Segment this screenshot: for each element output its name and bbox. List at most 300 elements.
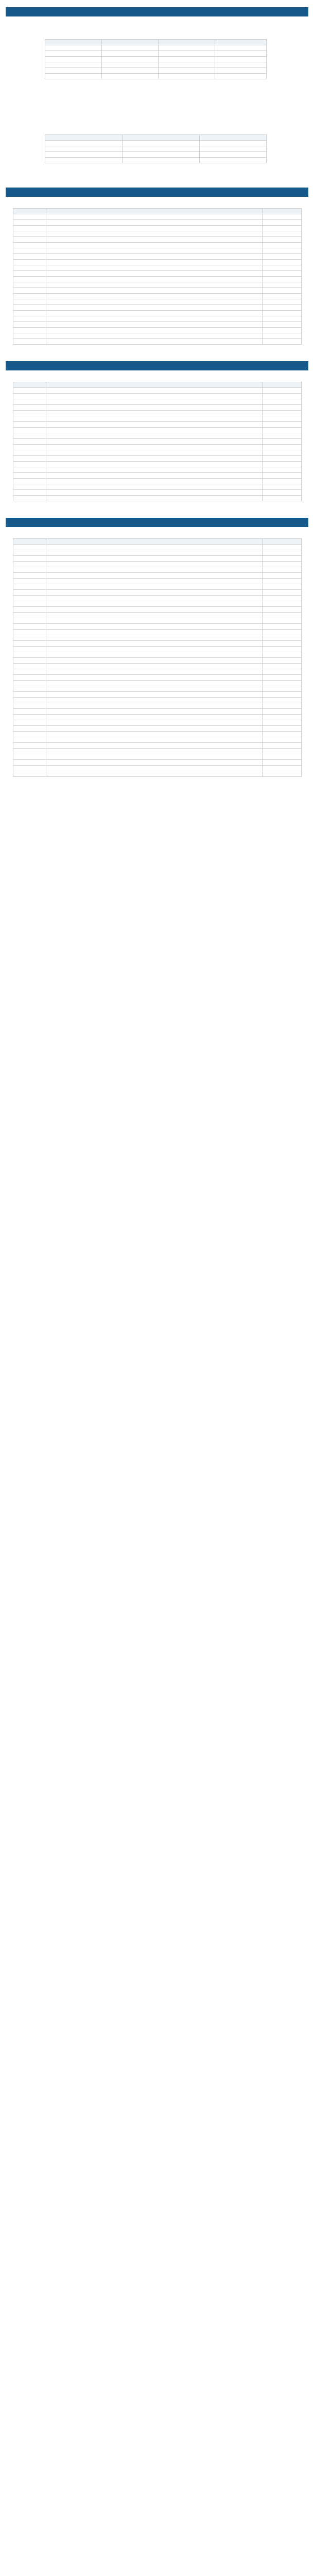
- footnote: [6, 82, 308, 88]
- table-row: [13, 456, 302, 462]
- project-amount: [263, 692, 302, 698]
- row-index: [13, 709, 46, 715]
- row-index: [13, 771, 46, 777]
- table-row: [13, 652, 302, 658]
- table-cell: [215, 57, 267, 62]
- project-name: [46, 462, 263, 467]
- table-cell: [45, 45, 102, 51]
- row-index: [13, 749, 46, 754]
- row-index: [13, 399, 46, 405]
- table-row: [45, 146, 267, 152]
- project-amount: [263, 496, 302, 501]
- column-header: [45, 135, 123, 141]
- row-index: [13, 754, 46, 760]
- column-header: [46, 382, 263, 388]
- table-row: [13, 473, 302, 479]
- table-row: [13, 613, 302, 618]
- table-cell: [102, 62, 159, 68]
- table-cell: [200, 141, 267, 146]
- row-index: [13, 339, 46, 345]
- table-row: [13, 692, 302, 698]
- row-index: [13, 647, 46, 652]
- project-amount: [263, 635, 302, 641]
- project-amount: [263, 726, 302, 732]
- project-amount: [263, 328, 302, 333]
- row-index: [13, 624, 46, 630]
- project-name: [46, 737, 263, 743]
- table-cell: [215, 51, 267, 57]
- table-row: [13, 698, 302, 703]
- footnote: [6, 99, 308, 105]
- table-row: [13, 590, 302, 596]
- row-index: [13, 299, 46, 305]
- table-row: [13, 388, 302, 394]
- row-index: [13, 737, 46, 743]
- project-amount: [263, 322, 302, 328]
- table-row: [13, 703, 302, 709]
- project-amount: [263, 220, 302, 226]
- project-name: [46, 681, 263, 686]
- project-name: [46, 243, 263, 248]
- project-name: [46, 675, 263, 681]
- table-cell: [123, 146, 200, 152]
- section-banner: [6, 361, 308, 370]
- row-index: [13, 484, 46, 490]
- table-cell: [159, 51, 215, 57]
- project-amount: [263, 709, 302, 715]
- project-amount: [263, 282, 302, 288]
- project-name: [46, 545, 263, 550]
- project-amount: [263, 248, 302, 254]
- project-name: [46, 305, 263, 311]
- column-header: [159, 40, 215, 45]
- project-name: [46, 282, 263, 288]
- row-index: [13, 641, 46, 647]
- table-header-row: [13, 539, 302, 545]
- table-row: [13, 433, 302, 439]
- table-row: [13, 681, 302, 686]
- project-name: [46, 388, 263, 394]
- project-amount: [263, 254, 302, 260]
- project-amount: [263, 686, 302, 692]
- project-name: [46, 601, 263, 607]
- table-row: [45, 74, 267, 79]
- row-index: [13, 556, 46, 562]
- project-amount: [263, 579, 302, 584]
- row-index: [13, 715, 46, 720]
- table-row: [13, 299, 302, 305]
- row-index: [13, 567, 46, 573]
- project-name: [46, 562, 263, 567]
- project-name: [46, 433, 263, 439]
- project-amount: [263, 584, 302, 590]
- table-row: [13, 282, 302, 288]
- project-name: [46, 254, 263, 260]
- table-row: [13, 760, 302, 766]
- table-cell: [102, 57, 159, 62]
- row-index: [13, 416, 46, 422]
- table-cell: [123, 158, 200, 163]
- project-amount: [263, 305, 302, 311]
- column-header: [123, 135, 200, 141]
- table-row: [13, 305, 302, 311]
- project-amount: [263, 388, 302, 394]
- project-amount: [263, 618, 302, 624]
- project-amount: [263, 416, 302, 422]
- project-amount: [263, 652, 302, 658]
- project-name: [46, 394, 263, 399]
- table-row: [13, 771, 302, 777]
- row-index: [13, 439, 46, 445]
- project-amount: [263, 647, 302, 652]
- row-index: [13, 328, 46, 333]
- table-cell: [215, 68, 267, 74]
- project-amount: [263, 316, 302, 322]
- row-index: [13, 226, 46, 231]
- column-header: [46, 539, 263, 545]
- project-amount: [263, 567, 302, 573]
- row-index: [13, 311, 46, 316]
- project-amount: [263, 601, 302, 607]
- project-amount: [263, 265, 302, 271]
- project-amount: [263, 630, 302, 635]
- table-cell: [45, 141, 123, 146]
- table-row: [13, 220, 302, 226]
- column-header: [263, 209, 302, 214]
- table-row: [13, 422, 302, 428]
- project-amount: [263, 260, 302, 265]
- business-table: [45, 39, 267, 79]
- footnote: [6, 88, 308, 94]
- project-name: [46, 445, 263, 450]
- project-table: [13, 538, 302, 777]
- row-index: [13, 686, 46, 692]
- row-index: [13, 265, 46, 271]
- table-cell: [45, 57, 102, 62]
- project-name: [46, 399, 263, 405]
- project-amount: [263, 556, 302, 562]
- table-row: [13, 545, 302, 550]
- table-row: [13, 635, 302, 641]
- table-row: [13, 567, 302, 573]
- row-index: [13, 562, 46, 567]
- table-row: [13, 226, 302, 231]
- project-name: [46, 422, 263, 428]
- project-name: [46, 579, 263, 584]
- row-index: [13, 277, 46, 282]
- row-index: [13, 294, 46, 299]
- table-cell: [45, 74, 102, 79]
- project-name: [46, 607, 263, 613]
- project-amount: [263, 288, 302, 294]
- project-amount: [263, 743, 302, 749]
- project-amount: [263, 294, 302, 299]
- table-row: [13, 265, 302, 271]
- row-index: [13, 664, 46, 669]
- project-amount: [263, 237, 302, 243]
- project-name: [46, 294, 263, 299]
- project-name: [46, 692, 263, 698]
- table-row: [13, 550, 302, 556]
- table-row: [45, 158, 267, 163]
- table-row: [13, 248, 302, 254]
- row-index: [13, 652, 46, 658]
- project-amount: [263, 698, 302, 703]
- table-row: [13, 726, 302, 732]
- project-name: [46, 479, 263, 484]
- unit-label: [6, 197, 308, 208]
- project-amount: [263, 641, 302, 647]
- project-name: [46, 641, 263, 647]
- project-table: [13, 382, 302, 501]
- project-name: [46, 664, 263, 669]
- row-index: [13, 726, 46, 732]
- project-name: [46, 467, 263, 473]
- table-cell: [102, 68, 159, 74]
- table-row: [13, 311, 302, 316]
- row-index: [13, 692, 46, 698]
- project-name: [46, 328, 263, 333]
- row-index: [13, 237, 46, 243]
- table-cell: [215, 62, 267, 68]
- project-amount: [263, 658, 302, 664]
- row-index: [13, 316, 46, 322]
- row-index: [13, 445, 46, 450]
- project-name: [46, 726, 263, 732]
- column-header: [102, 40, 159, 45]
- footnote: [6, 105, 308, 111]
- row-index: [13, 590, 46, 596]
- row-index: [13, 743, 46, 749]
- project-amount: [263, 339, 302, 345]
- table-row: [13, 294, 302, 299]
- table-row: [13, 479, 302, 484]
- row-index: [13, 669, 46, 675]
- project-amount: [263, 433, 302, 439]
- row-index: [13, 584, 46, 590]
- table-row: [13, 709, 302, 715]
- row-index: [13, 243, 46, 248]
- row-index: [13, 473, 46, 479]
- table-row: [45, 152, 267, 158]
- project-name: [46, 316, 263, 322]
- table-row: [13, 720, 302, 726]
- row-index: [13, 450, 46, 456]
- project-name: [46, 322, 263, 328]
- project-amount: [263, 462, 302, 467]
- table-row: [13, 416, 302, 422]
- table-row: [45, 62, 267, 68]
- project-name: [46, 771, 263, 777]
- project-amount: [263, 675, 302, 681]
- project-name: [46, 265, 263, 271]
- table-row: [13, 445, 302, 450]
- table-cell: [45, 158, 123, 163]
- table-row: [13, 439, 302, 445]
- table-row: [13, 339, 302, 345]
- table-header-row: [45, 135, 267, 141]
- row-index: [13, 490, 46, 496]
- project-amount: [263, 732, 302, 737]
- project-name: [46, 732, 263, 737]
- table-cell: [123, 152, 200, 158]
- project-amount: [263, 681, 302, 686]
- table-cell: [200, 146, 267, 152]
- project-name: [46, 490, 263, 496]
- table-cell: [215, 74, 267, 79]
- table-row: [13, 333, 302, 339]
- row-index: [13, 433, 46, 439]
- project-name: [46, 698, 263, 703]
- table-cell: [45, 51, 102, 57]
- project-amount: [263, 422, 302, 428]
- project-amount: [263, 484, 302, 490]
- table-header-row: [13, 209, 302, 214]
- project-name: [46, 703, 263, 709]
- project-name: [46, 618, 263, 624]
- table-cell: [159, 74, 215, 79]
- row-index: [13, 732, 46, 737]
- project-name: [46, 709, 263, 715]
- project-name: [46, 484, 263, 490]
- row-index: [13, 607, 46, 613]
- column-header: [263, 539, 302, 545]
- project-name: [46, 596, 263, 601]
- project-name: [46, 271, 263, 277]
- project-name: [46, 652, 263, 658]
- project-amount: [263, 760, 302, 766]
- project-amount: [263, 562, 302, 567]
- table-row: [13, 260, 302, 265]
- table-row: [13, 630, 302, 635]
- row-index: [13, 658, 46, 664]
- project-amount: [263, 590, 302, 596]
- table-cell: [159, 62, 215, 68]
- project-amount: [263, 456, 302, 462]
- project-table: [13, 208, 302, 345]
- row-index: [13, 254, 46, 260]
- project-amount: [263, 766, 302, 771]
- table-row: [13, 556, 302, 562]
- table-row: [45, 68, 267, 74]
- project-amount: [263, 703, 302, 709]
- project-name: [46, 686, 263, 692]
- project-amount: [263, 596, 302, 601]
- column-header: [46, 209, 263, 214]
- project-name: [46, 299, 263, 305]
- table-row: [13, 288, 302, 294]
- project-amount: [263, 720, 302, 726]
- section-list-2: [6, 361, 308, 501]
- table-row: [13, 737, 302, 743]
- project-name: [46, 556, 263, 562]
- table-cell: [45, 62, 102, 68]
- row-index: [13, 496, 46, 501]
- table-row: [13, 394, 302, 399]
- project-amount: [263, 439, 302, 445]
- project-amount: [263, 715, 302, 720]
- project-amount: [263, 613, 302, 618]
- column-header: [263, 382, 302, 388]
- row-index: [13, 220, 46, 226]
- row-index: [13, 248, 46, 254]
- project-name: [46, 237, 263, 243]
- table-row: [13, 277, 302, 282]
- unit-label: [6, 527, 308, 538]
- row-index: [13, 703, 46, 709]
- project-amount: [263, 490, 302, 496]
- project-amount: [263, 333, 302, 339]
- section-list-3: [6, 518, 308, 777]
- project-amount: [263, 277, 302, 282]
- section-banner: [6, 7, 308, 16]
- row-index: [13, 613, 46, 618]
- row-index: [13, 467, 46, 473]
- table-row: [13, 607, 302, 613]
- section-banner: [6, 518, 308, 527]
- row-index: [13, 760, 46, 766]
- project-amount: [263, 399, 302, 405]
- unit-label: [6, 370, 308, 382]
- table-row: [13, 601, 302, 607]
- project-name: [46, 613, 263, 618]
- table-row: [13, 428, 302, 433]
- project-amount: [263, 545, 302, 550]
- table-row: [13, 664, 302, 669]
- table-row: [13, 484, 302, 490]
- table-row: [13, 624, 302, 630]
- table-row: [13, 754, 302, 760]
- table-row: [13, 322, 302, 328]
- project-name: [46, 220, 263, 226]
- project-amount: [263, 411, 302, 416]
- row-index: [13, 322, 46, 328]
- table-cell: [45, 152, 123, 158]
- table-row: [13, 732, 302, 737]
- row-index: [13, 545, 46, 550]
- project-amount: [263, 669, 302, 675]
- row-index: [13, 618, 46, 624]
- table-row: [13, 584, 302, 590]
- project-name: [46, 214, 263, 220]
- unit-label: [6, 32, 308, 39]
- table-row: [13, 715, 302, 720]
- table-row: [13, 316, 302, 322]
- row-index: [13, 271, 46, 277]
- table-cell: [200, 158, 267, 163]
- section-banner: [6, 188, 308, 197]
- project-name: [46, 311, 263, 316]
- project-name: [46, 428, 263, 433]
- project-amount: [263, 754, 302, 760]
- project-name: [46, 766, 263, 771]
- project-amount: [263, 607, 302, 613]
- project-amount: [263, 271, 302, 277]
- table-cell: [123, 141, 200, 146]
- row-index: [13, 479, 46, 484]
- row-index: [13, 675, 46, 681]
- project-name: [46, 456, 263, 462]
- table-row: [13, 467, 302, 473]
- table-cell: [45, 68, 102, 74]
- table-row: [13, 271, 302, 277]
- project-name: [46, 760, 263, 766]
- table-cell: [215, 45, 267, 51]
- row-index: [13, 766, 46, 771]
- table-row: [13, 669, 302, 675]
- table-row: [13, 450, 302, 456]
- section-list-1: [6, 188, 308, 345]
